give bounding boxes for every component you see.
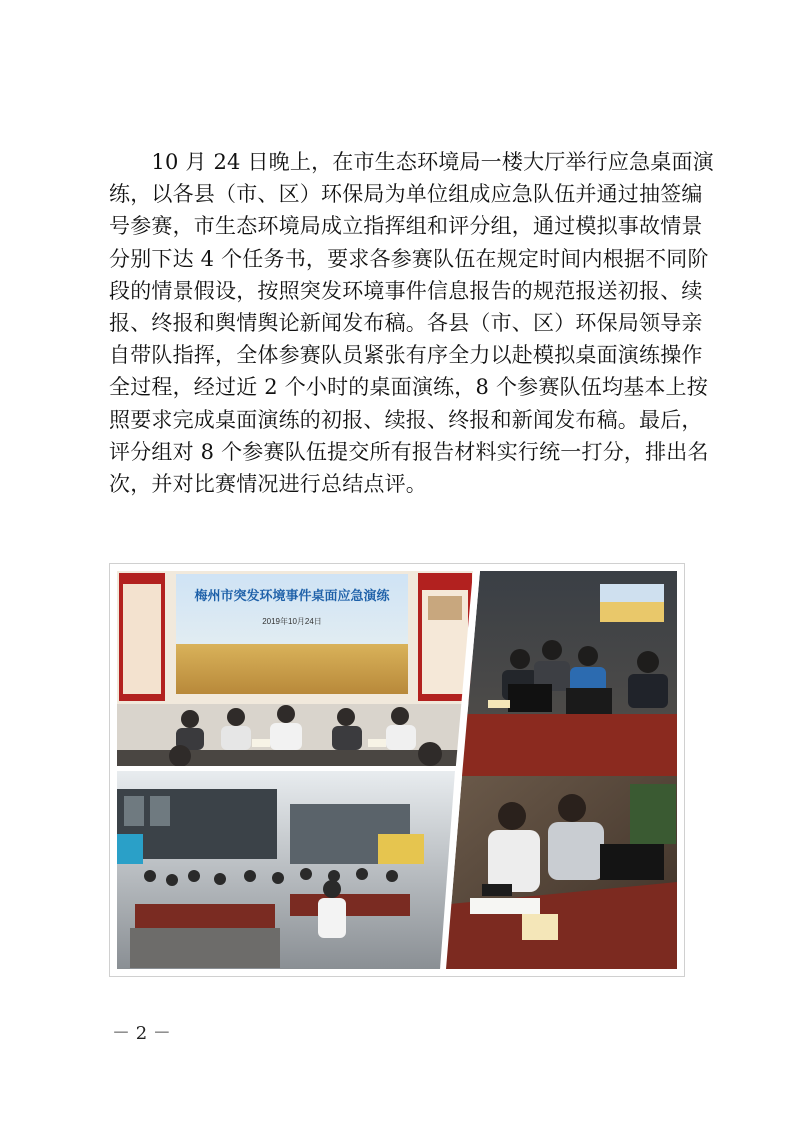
photo-bottom-right [440, 776, 677, 969]
banner-date: 2019年10月24日 [262, 617, 322, 626]
paragraph-line: 全过程，经过近 2 个小时的桌面演练，8 个参赛队伍均基本上按 [109, 375, 708, 400]
body-paragraph [109, 146, 714, 500]
paragraph-line: 号参赛，市生态环境局成立指挥组和评分组，通过模拟事故情景 [109, 214, 703, 239]
paragraph-line: 分别下达 4 个任务书，要求各参赛队伍在规定时间内根据不同阶 [109, 246, 709, 271]
banner-title: 梅州市突发环境事件桌面应急演练 [194, 588, 390, 603]
paragraph-line: 评分组对 8 个参赛队伍提交所有报告材料实行统一打分，排出名 [109, 439, 709, 464]
paragraph-line: 次，并对比赛情况进行总结点评。 [109, 471, 427, 496]
photo-top-left [117, 571, 473, 767]
paragraph-line: 自带队指挥，全体参赛队员紧张有序全力以赴模拟桌面演练操作 [109, 343, 703, 368]
paragraph-line: 报、终报和舆情舆论新闻发布稿。各县（市、区）环保局领导亲 [109, 310, 703, 335]
photo-top-right [462, 571, 677, 776]
paragraph-line: 照要求完成桌面演练的初报、续报、终报和新闻发布稿。最后， [109, 407, 703, 432]
photo-bottom-left [117, 771, 455, 969]
page-number: － 2 － [112, 1023, 171, 1044]
photo-collage [109, 563, 685, 977]
paragraph-line: 段的情景假设，按照突发环境事件信息报告的规范报送初报、续 [109, 278, 703, 303]
paragraph-line: 10 月 24 日晚上，在市生态环境局一楼大厅举行应急桌面演 [109, 150, 714, 174]
paragraph-line: 练，以各县（市、区）环保局为单位组成应急队伍并通过抽签编 [109, 182, 703, 207]
